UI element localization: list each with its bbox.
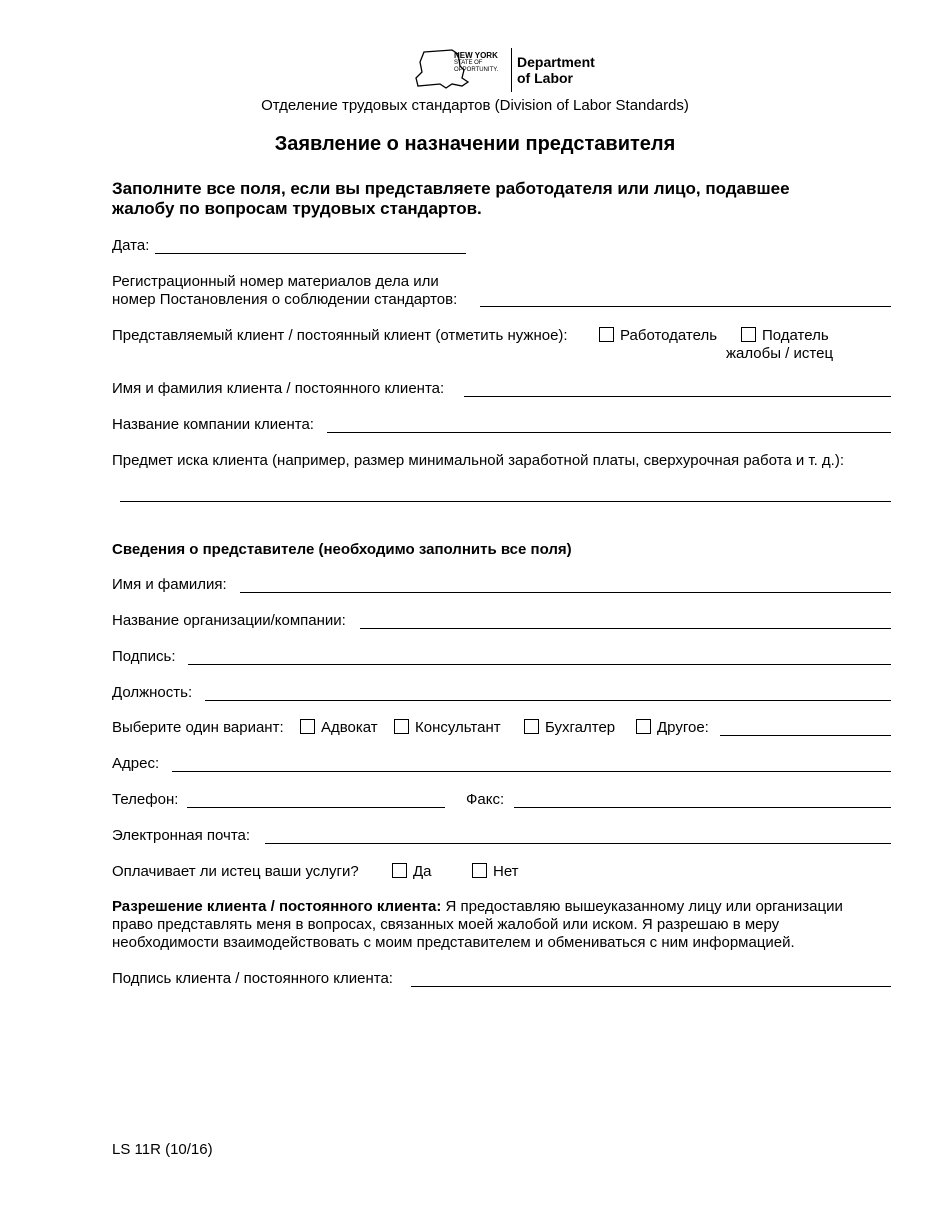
authorization-line-1: Я предоставляю вышеуказанному лицу или организации xyxy=(441,898,843,915)
rep-org-label: Название организации/компании: xyxy=(112,612,346,629)
claim-subject-field[interactable] xyxy=(120,501,891,502)
rep-name-label: Имя и фамилия: xyxy=(112,576,227,593)
address-label: Адрес: xyxy=(112,755,160,772)
rep-type-label: Выберите один вариант: xyxy=(112,719,284,736)
fax-field[interactable] xyxy=(514,807,891,808)
other-checkbox[interactable] xyxy=(636,719,651,734)
address-field[interactable] xyxy=(172,771,891,772)
consultant-option-label: Консультант xyxy=(415,719,501,736)
lawyer-checkbox[interactable] xyxy=(300,719,315,734)
option-yes[interactable] xyxy=(392,863,432,880)
case-number-label-2: номер Постановления о соблюдении стандартов: xyxy=(112,291,458,308)
instruction xyxy=(112,179,790,219)
client-signature-field[interactable] xyxy=(411,986,891,987)
fax-label: Факс: xyxy=(466,791,505,808)
logo-dept-line-1: Department xyxy=(517,54,595,70)
page-title: Заявление о назначении представителя xyxy=(274,133,676,155)
lawyer-option-label: Адвокат xyxy=(321,719,378,736)
rep-org-field[interactable] xyxy=(360,628,891,629)
client-name-label: Имя и фамилия клиента / постоянного клиента: xyxy=(112,380,445,397)
option-consultant[interactable] xyxy=(394,719,501,736)
other-option-label: Другое: xyxy=(657,719,709,736)
no-checkbox[interactable] xyxy=(472,863,487,878)
case-number-label-1: Регистрационный номер материалов дела или xyxy=(112,273,439,290)
logo-state-line-2: STATE OF xyxy=(454,60,483,66)
email-label: Электронная почта: xyxy=(112,827,251,844)
yes-option-label: Да xyxy=(413,863,432,880)
logo-dept-line-2: of Labor xyxy=(517,70,573,86)
claim-subject-label: Предмет иска клиента (например, размер минимальной заработной платы, сверхурочная работа и т. д.): xyxy=(112,452,844,469)
complainant-option-label-2: жалобы / истец xyxy=(726,345,834,362)
option-accountant[interactable] xyxy=(524,719,615,736)
rep-signature-field[interactable] xyxy=(188,664,891,665)
client-name-field[interactable] xyxy=(464,396,891,397)
employer-checkbox[interactable] xyxy=(599,327,614,342)
option-lawyer[interactable] xyxy=(300,719,378,736)
complainant-option-label-1: Податель xyxy=(762,327,829,344)
complainant-checkbox[interactable] xyxy=(741,327,756,342)
logo-divider xyxy=(511,48,512,92)
logo-state-line-1: NEW YORK xyxy=(454,51,498,60)
accountant-checkbox[interactable] xyxy=(524,719,539,734)
pays-label: Оплачивает ли истец ваши услуги? xyxy=(112,863,359,880)
instruction-line-1: Заполните все поля, если вы представляете работодателя или лицо, подавшее xyxy=(112,179,790,198)
phone-label: Телефон: xyxy=(112,791,179,808)
client-type-label: Представляемый клиент / постоянный клиент (отметить нужное): xyxy=(112,327,568,344)
case-number-field[interactable] xyxy=(480,306,891,307)
authorization-text xyxy=(112,898,902,952)
rep-name-field[interactable] xyxy=(240,592,891,593)
option-complainant[interactable] xyxy=(741,327,829,344)
date-label: Дата: xyxy=(112,237,150,254)
email-field[interactable] xyxy=(265,843,891,844)
phone-field[interactable] xyxy=(187,807,445,808)
client-company-label: Название компании клиента: xyxy=(112,416,314,433)
representative-heading: Сведения о представителе (необходимо заполнить все поля) xyxy=(112,541,572,558)
client-signature-label: Подпись клиента / постоянного клиента: xyxy=(112,970,393,987)
authorization-line-3: необходимости взаимодействовать с моим представителем и обмениваться с ним информацией. xyxy=(112,934,795,951)
option-no[interactable] xyxy=(472,863,519,880)
employer-option-label: Работодатель xyxy=(620,327,718,344)
rep-signature-label: Подпись: xyxy=(112,648,176,665)
instruction-line-2: жалобу по вопросам трудовых стандартов. xyxy=(112,199,482,218)
client-company-field[interactable] xyxy=(327,432,891,433)
other-field[interactable] xyxy=(720,735,891,736)
consultant-checkbox[interactable] xyxy=(394,719,409,734)
form-id: LS 11R (10/16) xyxy=(112,1141,213,1158)
nys-dol-logo xyxy=(412,46,612,94)
accountant-option-label: Бухгалтер xyxy=(545,719,616,736)
date-field[interactable] xyxy=(155,253,466,254)
authorization-line-2: право представлять меня в вопросах, связанных моей жалобой или иском. Я разрешаю в меру xyxy=(112,916,780,933)
yes-checkbox[interactable] xyxy=(392,863,407,878)
authorization-heading: Разрешение клиента / постоянного клиента: xyxy=(112,898,442,915)
rep-position-field[interactable] xyxy=(205,700,891,701)
rep-position-label: Должность: xyxy=(112,684,193,701)
division-name: Отделение трудовых стандартов (Division of Labor Standards) xyxy=(261,97,689,114)
option-employer[interactable] xyxy=(599,327,717,344)
logo-state-line-3: OPPORTUNITY. xyxy=(454,67,499,73)
no-option-label: Нет xyxy=(493,863,519,880)
option-other[interactable] xyxy=(636,719,709,736)
